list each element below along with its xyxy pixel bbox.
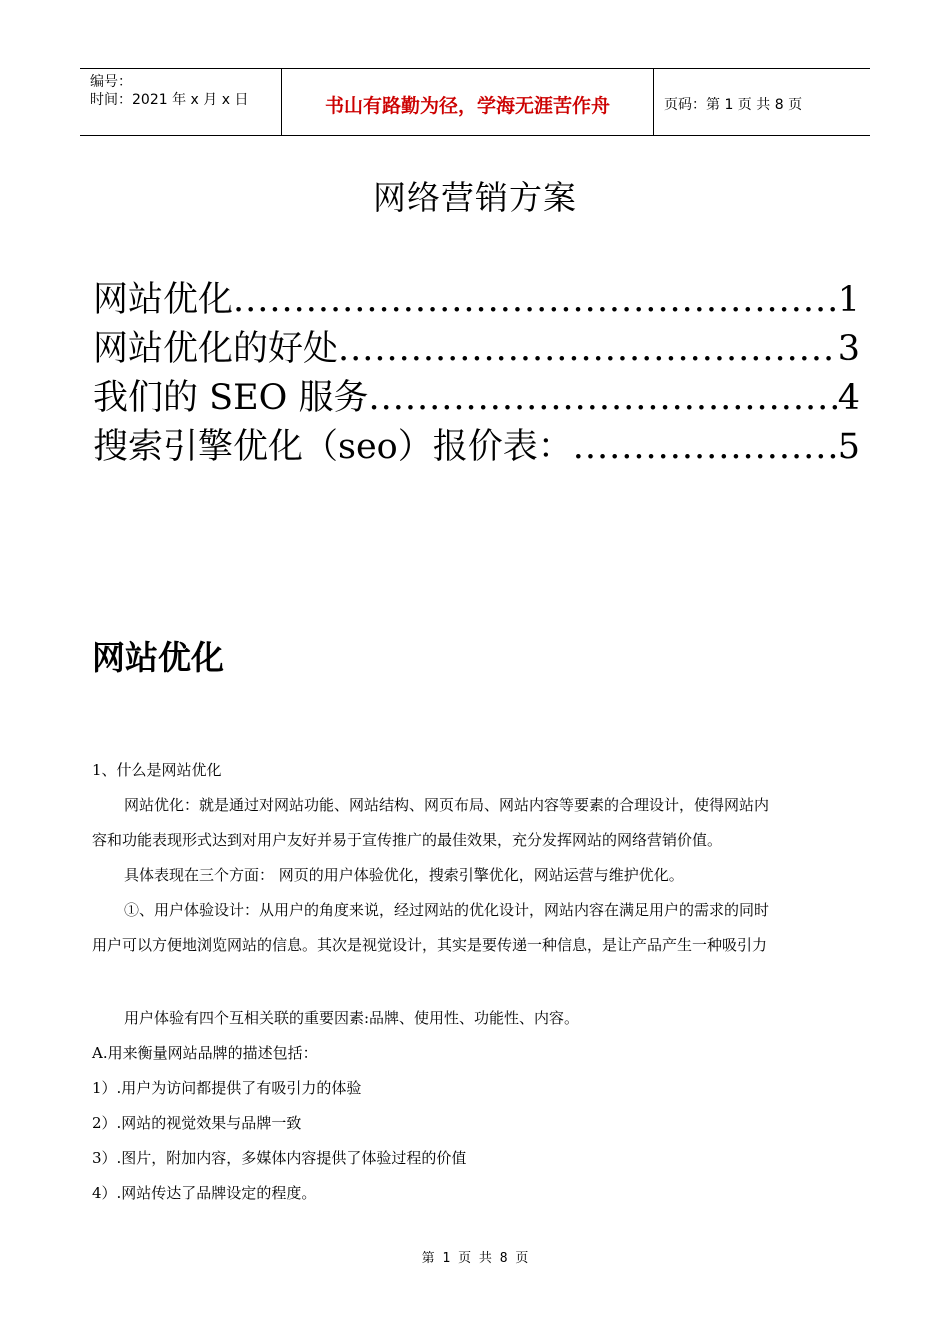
header-left-cell — [80, 69, 282, 135]
document-title: 网络营销方案 — [373, 178, 577, 217]
toc-entry[interactable] — [93, 321, 860, 370]
table-of-contents — [93, 272, 860, 468]
paragraph: 具体表现在三个方面： 网页的用户体验优化，搜索引擎优化，网站运营与维护优化。 — [124, 866, 684, 884]
toc-entry[interactable] — [93, 370, 860, 419]
number-label: 编号： — [90, 74, 132, 90]
section-heading: 网站优化 — [92, 638, 224, 677]
toc-entry-page: 1 — [837, 280, 860, 320]
toc-entry-label: 搜索引擎优化（seo）报价表： — [93, 427, 573, 467]
header-table — [80, 68, 870, 136]
toc-entry[interactable] — [93, 272, 860, 321]
page-info: 页码：第 1 页 共 8 页 — [664, 97, 803, 113]
time-label: 时间：2021 年 x 月 x 日 — [90, 92, 249, 108]
toc-entry-page: 4 — [837, 378, 860, 418]
paragraph: 1、什么是网站优化 — [92, 761, 222, 779]
toc-leader-dots — [573, 427, 838, 467]
toc-entry-label: 网站优化 — [93, 280, 234, 320]
paragraph: 网站优化：就是通过对网站功能、网站结构、网页布局、网站内容等要素的合理设计，使得网站内 — [124, 796, 770, 814]
paragraph: ①、用户体验设计：从用户的角度来说，经过网站的优化设计，网站内容在满足用户的需求的同时 — [124, 901, 770, 919]
paragraph: 用户可以方便地浏览网站的信息。其次是视觉设计，其实是要传递一种信息，是让产品产生一种吸引力 — [92, 936, 768, 954]
toc-entry-page: 5 — [837, 427, 860, 467]
body-text — [92, 760, 860, 1204]
toc-entry[interactable] — [93, 419, 860, 468]
motto: 书山有路勤为径，学海无涯苦作舟 — [282, 69, 654, 135]
paragraph: 1）.用户为访问都提供了有吸引力的体验 — [92, 1079, 362, 1097]
page-footer: 第 1 页 共 8 页 — [421, 1251, 529, 1266]
paragraph: 用户体验有四个互相关联的重要因素:品牌、使用性、功能性、内容。 — [124, 1009, 580, 1027]
toc-leader-dots — [233, 280, 838, 320]
toc-leader-dots — [338, 329, 838, 369]
paragraph: 容和功能表现形式达到对用户友好并易于宣传推广的最佳效果，充分发挥网站的网络营销价值。 — [92, 831, 723, 849]
toc-entry-label: 网站优化的好处 — [93, 329, 339, 369]
toc-entry-label: 我们的 SEO 服务 — [93, 378, 369, 418]
paragraph: 3）.图片，附加内容，多媒体内容提供了体验过程的价值 — [92, 1149, 467, 1167]
paragraph: 2）.网站的视觉效果与品牌一致 — [92, 1114, 302, 1132]
toc-entry-page: 3 — [837, 329, 860, 369]
paragraph: 4）.网站传达了品牌设定的程度。 — [92, 1184, 317, 1202]
paragraph: A.用来衡量网站品牌的描述包括： — [92, 1044, 318, 1062]
toc-leader-dots — [368, 378, 837, 418]
